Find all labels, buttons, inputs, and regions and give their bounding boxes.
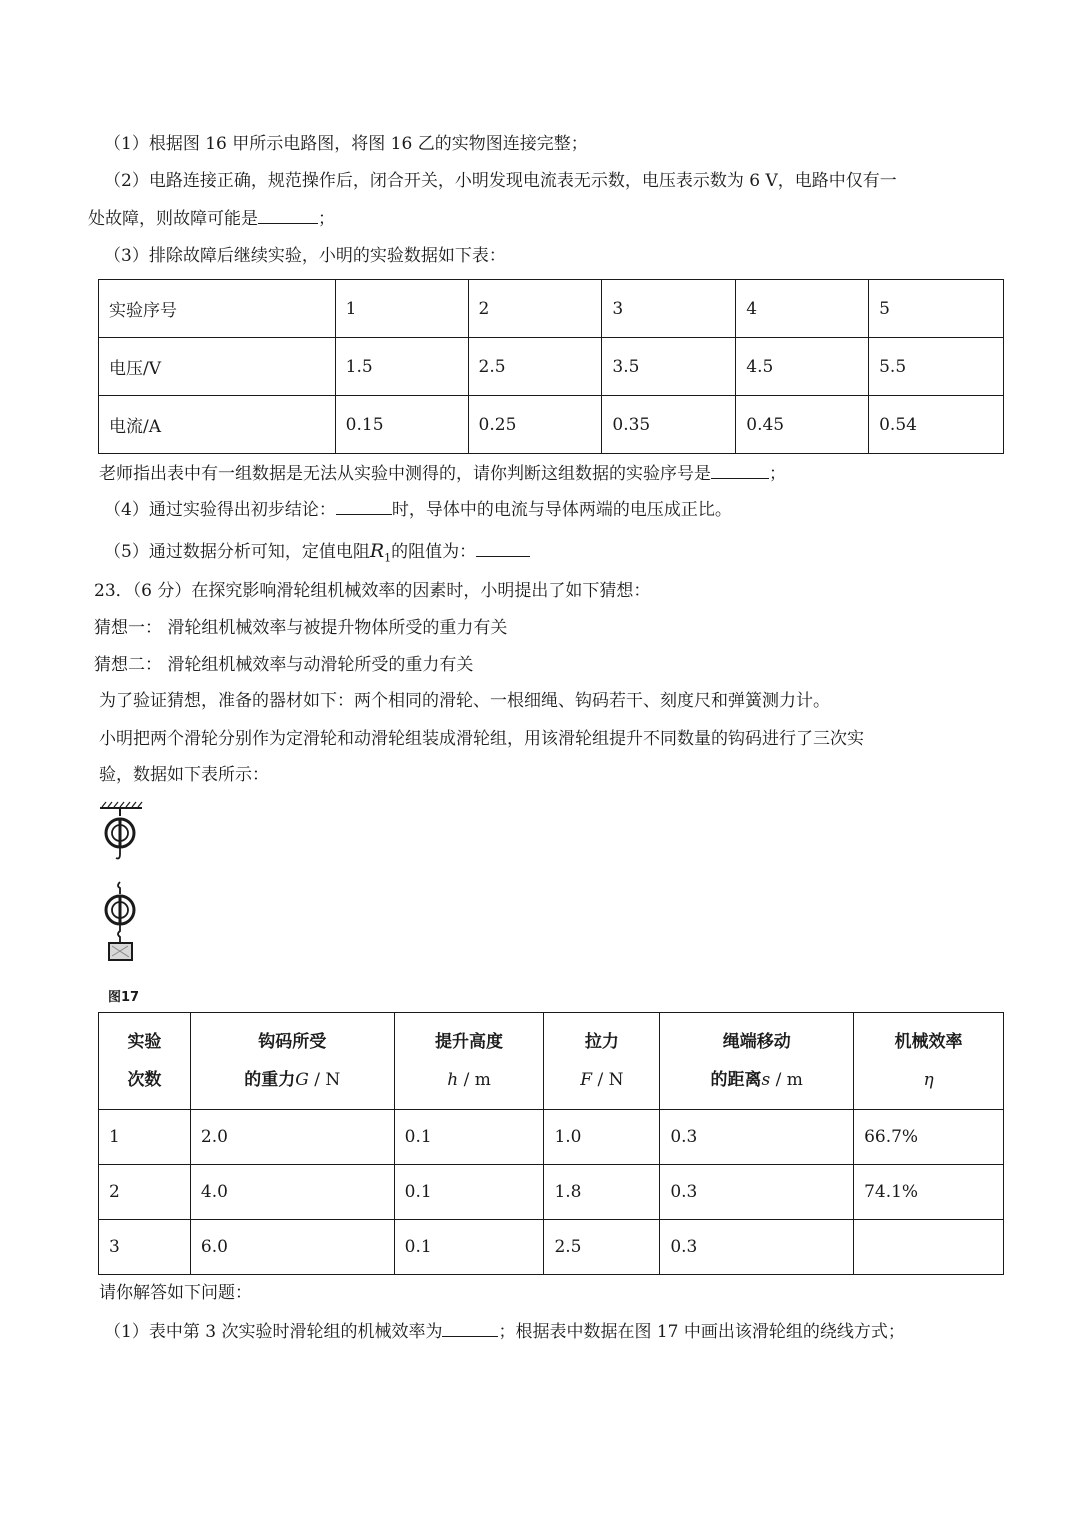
- q23-guess-1: 猜想一： 滑轮组机械效率与被提升物体所受的重力有关: [94, 618, 508, 638]
- header-height: [394, 1013, 544, 1110]
- answer-blank[interactable]: [711, 460, 769, 479]
- header-line: 机械效率: [894, 1032, 963, 1052]
- table-cell: 0.45: [736, 396, 869, 454]
- table-row: [99, 1220, 1004, 1275]
- table-cell: 1: [99, 1110, 191, 1165]
- table-cell: 0.25: [468, 396, 602, 454]
- table-cell: 2.5: [544, 1220, 660, 1275]
- header-line: 次数: [127, 1070, 162, 1090]
- q22-item4: [104, 496, 732, 523]
- q22-item1: （1）根据图 16 甲所示电路图，将图 16 乙的实物图连接完整；: [104, 134, 588, 154]
- note-text: 老师指出表中有一组数据是无法从实验中测得的，请你判断这组数据的实验序号是: [99, 464, 711, 484]
- answer-blank[interactable]: [442, 1318, 498, 1337]
- table-cell: 74.1%: [854, 1165, 1004, 1220]
- item4-end: 时，导体中的电流与导体两端的电压成正比。: [391, 500, 732, 520]
- symbol-h: h: [447, 1070, 459, 1090]
- table-cell: 4.5: [736, 338, 869, 396]
- table-cell: 0.35: [602, 396, 736, 454]
- header-line: [661, 1061, 852, 1099]
- symbol-s: s: [761, 1070, 771, 1090]
- table-row: [99, 396, 1004, 454]
- table-cell: 66.7%: [854, 1110, 1004, 1165]
- ask1-text: （1）表中第 3 次实验时滑轮组的机械效率为: [104, 1322, 443, 1342]
- header-line: [192, 1061, 393, 1099]
- table-row: [99, 338, 1004, 396]
- answer-blank[interactable]: [336, 496, 392, 515]
- header-line: 钩码所受: [258, 1032, 327, 1052]
- header-text: 的重力: [244, 1070, 296, 1090]
- table-cell: 3: [602, 280, 736, 338]
- table-cell: 1.0: [544, 1110, 660, 1165]
- header-line: [396, 1061, 543, 1099]
- pulley-figure: [96, 800, 156, 975]
- table-cell: 2.0: [190, 1110, 394, 1165]
- note-end: ；: [769, 464, 786, 484]
- table-cell: 2: [468, 280, 602, 338]
- item4-text: （4）通过实验得出初步结论：: [104, 500, 336, 520]
- header-line: 绳端移动: [722, 1032, 791, 1052]
- row-label: 电流/A: [99, 396, 336, 454]
- resistor-symbol: R: [369, 540, 385, 562]
- header-line: 拉力: [584, 1032, 619, 1052]
- header-text: 的距离: [710, 1070, 762, 1090]
- q22-item3: （3）排除故障后继续实验，小明的实验数据如下表：: [104, 246, 506, 266]
- header-weight: [190, 1013, 394, 1110]
- table-cell: 0.3: [660, 1220, 854, 1275]
- header-line: 实验: [127, 1032, 162, 1052]
- voltage-current-table: [98, 279, 1004, 454]
- resistor-subscript: 1: [384, 551, 392, 565]
- q23-guess-2: 猜想二： 滑轮组机械效率与动滑轮所受的重力有关: [94, 655, 474, 675]
- table-cell: 2.5: [468, 338, 602, 396]
- table-cell: 0.54: [869, 396, 1004, 454]
- symbol-eta: η: [923, 1070, 934, 1090]
- table-cell: 0.3: [660, 1110, 854, 1165]
- header-line: [545, 1061, 658, 1099]
- header-trial-number: [99, 1013, 191, 1110]
- q23-ask: 请你解答如下问题：: [99, 1283, 252, 1303]
- table-cell: 0.1: [394, 1110, 544, 1165]
- row-label: 实验序号: [99, 280, 336, 338]
- table-cell: 2: [99, 1165, 191, 1220]
- table-cell: 3: [99, 1220, 191, 1275]
- q22-item2-end: ；: [318, 209, 335, 229]
- q23-description-1: 小明把两个滑轮分别作为定滑轮和动滑轮组装成滑轮组，用该滑轮组提升不同数量的钩码进行了三次实: [99, 729, 864, 749]
- table-row: [99, 1110, 1004, 1165]
- symbol-G: G: [295, 1070, 309, 1090]
- table-row: [99, 280, 1004, 338]
- table-cell: 4.0: [190, 1165, 394, 1220]
- q22-item2-line2: [88, 205, 335, 232]
- header-rope-distance: [660, 1013, 854, 1110]
- q22-item2-line1: （2）电路连接正确，规范操作后，闭合开关，小明发现电流表无示数，电压表示数为 6 V，电路中仅有一: [104, 171, 897, 191]
- table-cell: 0.15: [335, 396, 468, 454]
- table-cell: 0.1: [394, 1165, 544, 1220]
- table-cell: 1: [335, 280, 468, 338]
- table-cell[interactable]: [854, 1220, 1004, 1275]
- table-cell: 0.1: [394, 1220, 544, 1275]
- table-cell: 6.0: [190, 1220, 394, 1275]
- table-cell: 0.3: [660, 1165, 854, 1220]
- row-label: 电压/V: [99, 338, 336, 396]
- item5-end: 的阻值为：: [391, 542, 477, 562]
- unit: / N: [308, 1070, 341, 1090]
- unit: / m: [458, 1070, 491, 1090]
- q23-description-2: 验，数据如下表所示：: [99, 765, 269, 785]
- table-cell: 1.5: [335, 338, 468, 396]
- answer-blank[interactable]: [476, 538, 530, 557]
- header-pull-force: [544, 1013, 660, 1110]
- table-cell: 5: [869, 280, 1004, 338]
- item5-text: （5）通过数据分析可知，定值电阻: [104, 542, 370, 562]
- table-header-row: [99, 1013, 1004, 1110]
- header-line: 提升高度: [435, 1032, 504, 1052]
- table-cell: 1.8: [544, 1165, 660, 1220]
- unit: / m: [770, 1070, 803, 1090]
- symbol-F: F: [580, 1070, 593, 1090]
- table-cell: 4: [736, 280, 869, 338]
- q22-teacher-note: [99, 460, 786, 487]
- ask1-end: ；根据表中数据在图 17 中画出该滑轮组的绕线方式；: [498, 1322, 905, 1342]
- header-efficiency: [854, 1013, 1004, 1110]
- q23-intro: 23．（6 分）在探究影响滑轮组机械效率的因素时，小明提出了如下猜想：: [94, 581, 651, 601]
- table-row: [99, 1165, 1004, 1220]
- answer-blank[interactable]: [258, 205, 318, 224]
- figure-caption: 图17: [108, 990, 140, 1005]
- table-cell: 3.5: [602, 338, 736, 396]
- q22-item2-text: 处故障，则故障可能是: [88, 209, 258, 229]
- q23-equipment: 为了验证猜想，准备的器材如下：两个相同的滑轮、一根细绳、钩码若干、刻度尺和弹簧测力计。: [99, 691, 830, 711]
- unit: / N: [592, 1070, 624, 1090]
- q23-ask-1: [104, 1318, 905, 1345]
- table-cell: 5.5: [869, 338, 1004, 396]
- q22-item5: [104, 538, 530, 571]
- pulley-efficiency-table: [98, 1012, 1004, 1275]
